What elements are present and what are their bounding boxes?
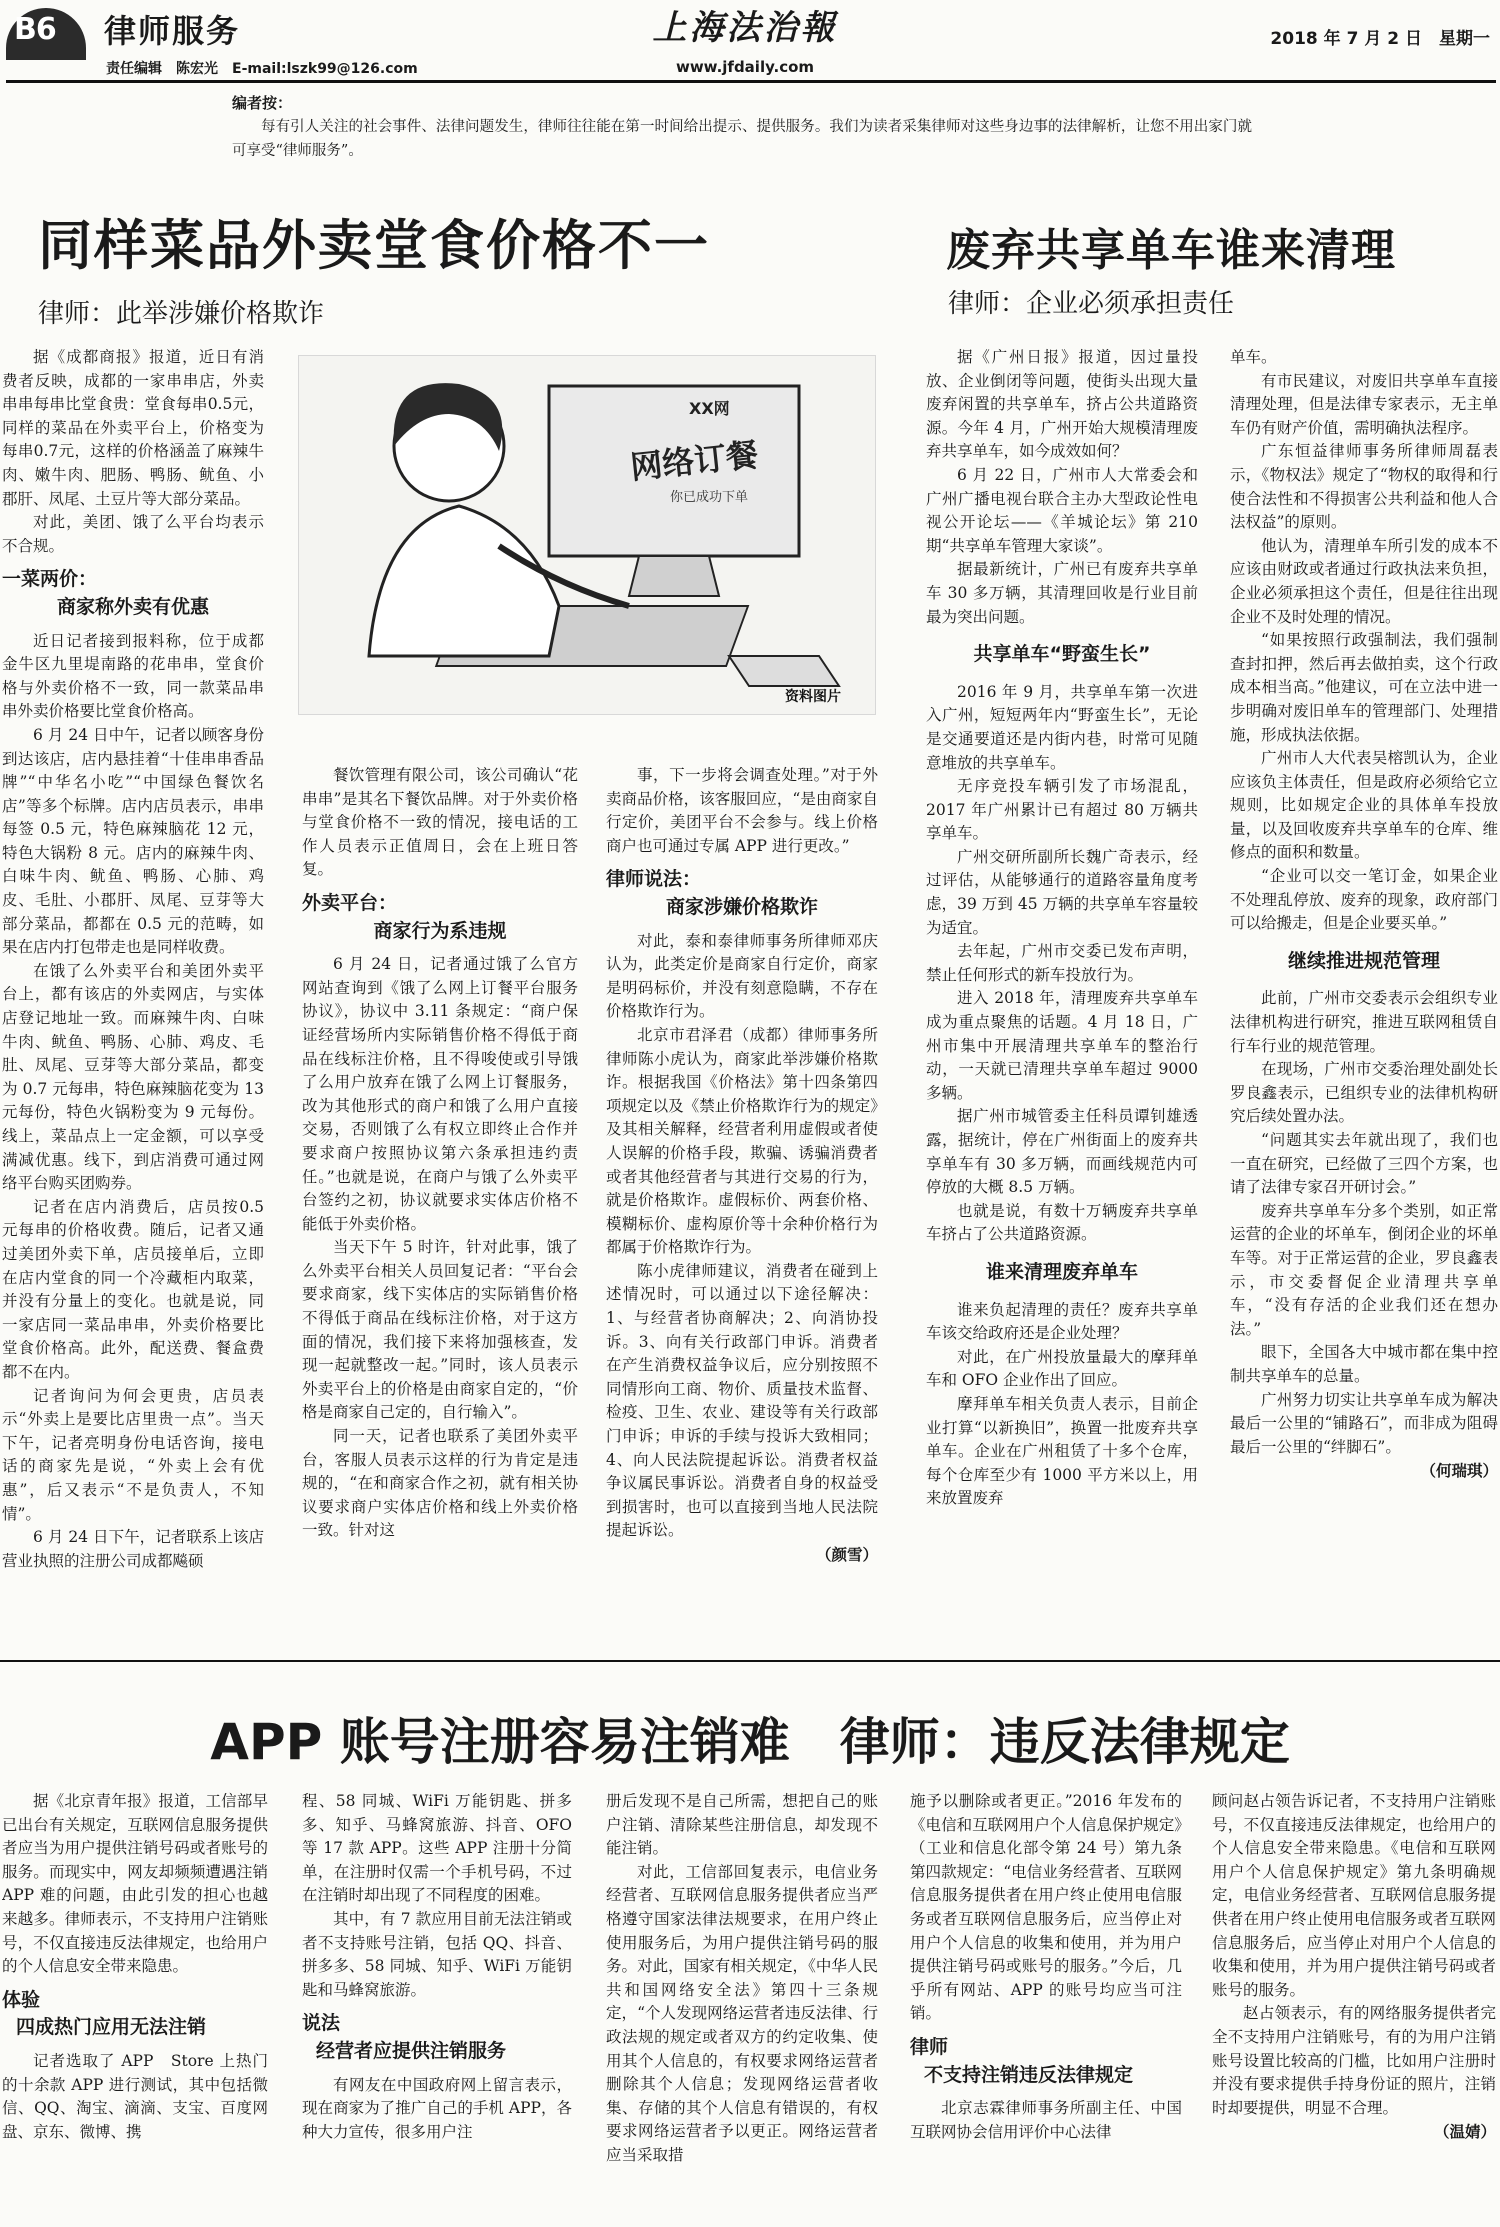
monitor-sign-main: 网络订餐 <box>628 435 760 487</box>
paragraph: 陈小虎律师建议，消费者在碰到上述情况时，可以通过以下途径解决：1、与经营者协商解决；2、向消协投诉。3、向有关行政部门申诉。消费者在产生消费权益争议后，应分别按照不同情形向工商、物价、质量技术监督、检疫、卫生、农业、建设等有关行政部门申诉；申诉的手续与投诉大致相同；4、向人民法院提起诉讼。消费者权益争议属民事诉讼。消费者自身的权益受到损害时，也可以直接到当地人民法院提起诉讼。 <box>606 1261 878 1540</box>
paragraph: 6 月 22 日，广州市人大常委会和广州广播电视台联合主办大型政论性电视公开论坛——《羊城论坛》第 210 期“共享单车管理大家谈”。 <box>926 465 1198 555</box>
paragraph: 据《北京青年报》报道，工信部早已出台有关规定，互联网信息服务提供者应当为用户提供注销号码或者账号的服务。而现实中，网友却频频遭遇注销 APP 难的问题，由此引发的担心也越来越多。律师表示，不支持用户注销账号，不仅直接违反法律规定，也给用户的个人信息安全带来隐患。 <box>2 1792 268 1976</box>
section-heading: 谁来清理废弃单车 <box>985 1260 1138 1283</box>
paragraph: 废弃共享单车分多个类别，如正常运营的企业的坏单车，倒闭企业的坏单车等。对于正常运营的企业，罗良鑫表示，市交委督促企业清理共享单车，“没有存活的企业我们还在想办法。” <box>1230 1201 1498 1338</box>
editor-note-text: 每有引人关注的社会事件、法律问题发生，律师往往能在第一时间给出提示、提供服务。我们为读者采集律师对这些身边事的法律解析，让您不用出家门就可享受“律师服务”。 <box>232 119 1252 159</box>
paragraph: 事，下一步将会调查处理。”对于外卖商品价格，该客服回应，“是由商家自行定价，美团平台不会参与。线上价格商户也可通过专属 APP 进行更改。” <box>606 766 878 855</box>
article3-col4 <box>910 1790 1182 2220</box>
paragraph: 他认为，清理单车所引发的成本不应该由财政或者通过行政执法来负担，企业必须承担这个责任，但是往往出现企业不及时处理的情况。 <box>1230 536 1498 626</box>
person-body <box>369 506 559 656</box>
paragraph: 也就是说，有数十万辆废弃共享单车挤占了公共道路资源。 <box>926 1201 1198 1244</box>
paragraph: 有市民建议，对废旧共享单车直接清理处理，但是法律专家表示，无主单车仍有财产价值，需明确执法程序。 <box>1230 371 1498 437</box>
paragraph: 摩拜单车相关负责人表示，目前企业打算“以新换旧”，换置一批废弃共享单车。企业在广州租赁了十多个仓库，每个仓库至少有 1000 平方米以上，用来放置废弃 <box>926 1394 1198 1508</box>
illustration-svg <box>299 356 875 714</box>
paragraph: “问题其实去年就出现了，我们也一直在研究，已经做了三四个方案，也请了法律专家召开研讨会。” <box>1230 1131 1498 1197</box>
paragraph: 近日记者接到报料称，位于成都金牛区九里堤南路的花串串，堂食价格与外卖价格不一致，同一款菜品串串外卖价格要比堂食价格高。 <box>2 631 264 721</box>
paragraph: 眼下，全国各大中城市都在集中控制共享单车的总量。 <box>1230 1343 1498 1385</box>
paragraph: 无序竞投车辆引发了市场混乱，2017 年广州累计已有超过 80 万辆共享单车。 <box>926 777 1198 843</box>
paragraph: 据广州市城管委主任科员谭钊雄透露，据统计，停在广州街面上的废弃共享单车有 30 多万辆，而画线规范内可停放的大概 8.5 万辆。 <box>926 1107 1198 1197</box>
section-kicker: 律师 <box>910 2035 949 2058</box>
paragraph: 记者选取了 APP Store 上热门的十余款 APP 进行测试，其中包括微信、QQ、淘宝、滴滴、支宝、百度网盘、京东、微博、携 <box>2 2051 268 2141</box>
article3-col3 <box>606 1790 878 2220</box>
editor-note <box>232 92 1252 163</box>
article3-col1 <box>2 1790 268 2220</box>
section-heading: 商家涉嫌价格欺诈 <box>665 895 818 918</box>
section-kicker: 律师说法： <box>606 868 702 891</box>
paragraph: 此前，广州市交委表示会组织专业法律机构进行研究，推进互联网租赁自行车行业的规范管理。 <box>1230 989 1498 1055</box>
paragraph: “企业可以交一笔订金，如果企业不处理乱停放、废弃的现象，政府部门可以给搬走，但是企业要买单。” <box>1230 867 1498 933</box>
paragraph: 广州交研所副所长魏广奇表示，经过评估，从能够通行的道路容量角度考虑，39 万到 45 万辆的共享单车容量较为适宜。 <box>926 847 1198 937</box>
article1-title: 同样菜品外卖堂食价格不一 <box>38 214 710 277</box>
paragraph: 单车。 <box>1230 348 1277 366</box>
editor-note-label: 编者按： <box>232 94 293 112</box>
paragraph: 记者询问为何会更贵，店员表示“外卖上是要比店里贵一点”。当天下午，记者亮明身份电话咨询，接电话的商家先是说，“外卖上会有优惠”，后又表示“不是负责人，不知情”。 <box>2 1386 264 1523</box>
paragraph: 据《广州日报》报道，因过量投放、企业倒闭等问题，使街头出现大量废弃闲置的共享单车，挤占公共道路资源。今年 4 月，广州开始大规模清理废弃共享单车，如今成效如何？ <box>926 348 1198 461</box>
section-heading: 经营者应提供注销服务 <box>316 2039 507 2062</box>
section-kicker: 一菜两价： <box>2 568 98 591</box>
paragraph: 施予以删除或者更正。”2016 年发布的《电信和互联网用户个人信息保护规定》（工业和信息化部令第 24 号）第九条第四款规定：“电信业务经营者、互联网信息服务提供者在用户终止使用电信服务或者互联网信息服务后，应当停止对用户个人信息的收集和使用，并为用户提供注销号码或账号的服务。”今后，几乎所有网站、APP 的账号均应当可注销。 <box>910 1792 1182 2023</box>
paragraph: 程、58 同城、WiFi 万能钥匙、拼多多、知乎、马蜂窝旅游、抖音、OFO 等 17 款 APP。这些 APP 注册十分简单，在注册时仅需一个手机号码，不过在注销时却出现了不同程度的困难。 <box>302 1792 572 1905</box>
byline: （温婧） <box>1433 2122 1496 2142</box>
section-heading: 商家行为系违规 <box>373 919 507 942</box>
paragraph: 在饿了么外卖平台和美团外卖平台上，都有该店的外卖网店，与实体店登记地址一致。而麻辣牛肉、白味牛肉、鱿鱼、鸭肠、心肺、鸡皮、毛肚、凤尾、豆芽等大部分菜品，都变为 0.7 元每串，特色麻辣脑花变为 13 元每份，特色火锅粉变为 9 元每份。线上，菜品点上一定金额，可以享受满减优惠。线下，到店消费可通过网络平台购买团购券。 <box>2 961 264 1193</box>
website: www.jfdaily.com <box>675 58 815 76</box>
section-heading: 商家称外卖有优惠 <box>56 595 209 618</box>
article3-col2 <box>302 1790 572 2220</box>
article3-col5 <box>1212 1790 1496 2220</box>
page-badge-label: B6 <box>14 12 56 47</box>
monitor-sign-top: XX网 <box>689 399 730 418</box>
section-heading: 四成热门应用无法注销 <box>16 2016 207 2039</box>
paragraph: 据最新统计，广州已有废弃共享单车 30 多万辆，其清理回收是行业目前最为突出问题。 <box>926 560 1198 626</box>
paragraph: 广州市人大代表吴榕凯认为，企业应该负主体责任，但是政府必须给它立规则，比如规定企业的具体单车投放量，以及回收废弃共享单车的仓库、维修点的面积和数量。 <box>1230 749 1498 862</box>
paragraph: 对此，工信部回复表示，电信业务经营者、互联网信息服务提供者应当严格遵守国家法律法规要求，在用户终止使用服务后，为用户提供注销号码的服务。对此，国家有相关规定，《中华人民共和国网络安全法》第四十三条规定，“个人发现网络运营者违反法律、行政法规的规定或者双方的约定收集、使用其个人信息的，有权要求网络运营者删除其个人信息；发现网络运营者收集、存储的其个人信息有错误的，有权要求网络运营者予以更正。网络运营者应当采取措 <box>606 1862 878 2164</box>
section-heading: 共享单车“野蛮生长” <box>973 643 1151 666</box>
paragraph: 广东恒益律师事务所律师周磊表示，《物权法》规定了“物权的取得和行使合法性和不得损害公共利益和他人合法权益”的原则。 <box>1230 442 1498 532</box>
paragraph: 对此，泰和泰律师事务所律师邓庆认为，此类定价是商家自行定价，商家是明码标价，并没有刻意隐瞒，不存在价格欺诈行为。 <box>606 931 878 1021</box>
issue-date: 2018 年 7 月 2 日 星期一 <box>1270 29 1490 49</box>
section-heading: 不支持注销违反法律规定 <box>924 2063 1134 2086</box>
section-heading: 继续推进规范管理 <box>1287 949 1440 972</box>
editor-info: 责任编辑 陈宏光 E-mail:lszk99@126.com <box>106 61 418 77</box>
section-kicker: 说法 <box>302 2012 341 2035</box>
paragraph: 广州努力切实让共享单车成为解决最后一公里的“铺路石”，而非成为阻碍最后一公里的“绊脚石”。 <box>1230 1390 1498 1456</box>
paragraph: 6 月 24 日，记者通过饿了么官方网站查询到《饿了么网上订餐平台服务协议》，协议中 3.11 条规定：“商户保证经营场所内实际销售价格不得低于商品在线标注价格，且不得唆使或引导饿了么用户放弃在饿了么网上订餐服务，改为其他形式的商户和饿了么用户直接交易，否则饿了么有权立即终止合作并要求商户按照协议第六条承担违约责任。”也就是说，在商户与饿了么外卖平台签约之初，协议就要求实体店价格不能低于外卖价格。 <box>302 955 578 1233</box>
paragraph: “如果按照行政强制法，我们强制查封扣押，然后再去做拍卖，这个行政成本相当高。”他建议，可在立法中进一步明确对废旧单车的管理部门、处理措施，形成执法依据。 <box>1230 631 1498 744</box>
paragraph: 进入 2018 年，清理废弃共享单车成为重点聚焦的话题。4 月 18 日，广州市集中开展清理共享单车的整治行动，一天就已清理共享单车超过 9000 多辆。 <box>926 989 1198 1102</box>
paragraph: 餐饮管理有限公司，该公司确认“花串串”是其名下餐饮品牌。对于外卖价格与堂食价格不一致的情况，接电话的工作人员表示正值周日，会在上班日答复。 <box>302 766 578 879</box>
article2-title: 废弃共享单车谁来清理 <box>946 225 1396 276</box>
page-header <box>0 0 1500 84</box>
article1-subtitle: 律师：此举涉嫌价格欺诈 <box>38 299 325 329</box>
paragraph: 谁来负起清理的责任？废弃共享单车该交给政府还是企业处理？ <box>926 1300 1198 1343</box>
section-kicker: 体验 <box>2 1988 41 2011</box>
paragraph: 册后发现不是自己所需，想把自己的账户注销、清除某些注册信息，却发现不能注销。 <box>606 1792 878 1858</box>
byline: （何瑞琪） <box>1420 1461 1498 1481</box>
paragraph: 对此，在广州投放量最大的摩拜单车和 OFO 企业作出了回应。 <box>926 1347 1198 1390</box>
paragraph: 去年起，广州市交委已发布声明，禁止任何形式的新车投放行为。 <box>926 942 1198 984</box>
paper-masthead: 上海法治報 <box>652 8 838 48</box>
paragraph: 在现场，广州市交委治理处副处长罗良鑫表示，已组织专业的法律机构研究后续处置办法。 <box>1230 1060 1498 1126</box>
paragraph: 赵占领表示，有的网络服务提供者完全不支持用户注销账号，有的为用户注销账号设置比较高的门槛，比如用户注册时并没有要求提供手持身份证的照片，注销时却要提供，明显不合理。 <box>1212 2004 1496 2117</box>
paragraph: 其中，有 7 款应用目前无法注销或者不支持账号注销，包括 QQ、抖音、拼多多、58 同城、知乎、WiFi 万能钥匙和马蜂窝旅游。 <box>302 1909 572 1999</box>
byline: （颜雪） <box>815 1545 878 1564</box>
article3-title: APP 账号注册容易注销难 律师：违反法律规定 <box>210 1713 1290 1771</box>
paragraph: 有网友在中国政府网上留言表示，现在商家为了推广自己的手机 APP，各种大力宣传，很多用户注 <box>302 2075 572 2141</box>
paragraph: 同一天，记者也联系了美团外卖平台，客服人员表示这样的行为肯定是违规的，“在和商家合作之初，就有相关协议要求商户实体店价格和线上外卖价格一致。针对这 <box>302 1427 578 1540</box>
section-kicker: 外卖平台： <box>302 891 398 914</box>
paragraph: 据《成都商报》报道，近日有消费者反映，成都的一家串串店，外卖串串每串比堂食贵：堂食每串0.5元，同样的菜品在外卖平台上，价格变为每串0.7元，这样的价格涵盖了麻辣牛肉、嫩牛肉、肥肠、鸭肠、鱿鱼、小郡肝、凤尾、土豆片等大部分菜品。 <box>2 348 264 508</box>
image-caption: 资料图片 <box>785 689 841 705</box>
paragraph: 当天下午 5 时许，针对此事，饿了么外卖平台相关人员回复记者：“平台会要求商家，线下实体店的实际销售价格不得低于商品在线标注价格，对于这方面的情况，我们接下来将加强核查，发现一起就整改一起。”同时，该人员表示外卖平台上的价格是由商家自定的，“价格是商家自己定的，自行输入”。 <box>302 1238 578 1422</box>
section-title: 律师服务 <box>104 12 241 50</box>
paragraph: 6 月 24 日中午，记者以顾客身份到达该店，店内悬挂着“十佳串串香品牌”“中华名小吃”“中国绿色餐饮名店”等多个标牌。店内店员表示，串串每签 0.5 元，特色麻辣脑花 12 元，特色大锅粉 8 元。店内的麻辣牛肉、白味牛肉、鱿鱼、鸭肠、心肺、鸡皮、毛肚、小郡肝、凤尾、豆芽等大部分菜品，都都在 0.5 元的范畴，如果在店内打包带走也是同样收费。 <box>2 725 264 957</box>
paragraph: 对此，美团、饿了么平台均表示不合规。 <box>2 513 264 555</box>
monitor-stand <box>629 556 719 596</box>
paragraph: 北京志霖律师事务所副主任、中国互联网协会信用评价中心法律 <box>910 2099 1182 2141</box>
article1-illustration <box>298 355 876 715</box>
paragraph: 顾问赵占领告诉记者，不支持用户注销账号，不仅直接违反法律规定，也给用户的个人信息安全带来隐患。《电信和互联网用户个人信息保护规定》第九条明确规定，电信业务经营者、互联网信息服务提供者在用户终止使用电信服务或者互联网信息服务后，应当停止对用户个人信息的收集和使用，并为用户提供注销号码或者账号的服务。 <box>1212 1792 1496 1999</box>
paragraph: 北京市君泽君（成都）律师事务所律师陈小虎认为，商家此举涉嫌价格欺诈。根据我国《价格法》第十四条第四项规定以及《禁止价格欺诈行为的规定》及其相关解释，经营者利用虚假或者使人误解的价格手段，欺骗、诱骗消费者或者其他经营者与其进行交易的行为，就是价格欺诈。虚假标价、两套价格、模糊标价、虚构原价等十余种价格行为都属于价格欺诈行为。 <box>606 1025 878 1257</box>
paragraph: 2016 年 9 月，共享单车第一次进入广州，短短两年内“野蛮生长”，无论是交通要道还是内街内巷，时常可见随意堆放的共享单车。 <box>926 682 1198 772</box>
article2-subtitle: 律师：企业必须承担责任 <box>948 289 1235 319</box>
section-divider <box>0 1660 1500 1662</box>
paragraph: 6 月 24 日下午，记者联系上该店营业执照的注册公司成都飚硕 <box>2 1528 264 1570</box>
tag-shape <box>729 656 839 686</box>
header-rule <box>6 80 1496 83</box>
paragraph: 记者在店内消费后，店员按0.5 元每串的价格收费。随后，记者又通过美团外卖下单，店员接单后，立即在店内堂食的同一个冷藏柜内取菜，并没有分量上的变化。也就是说，同一家店同一菜品串串，外卖价格要比堂食价格高。此外，配送费、餐盒费都不在内。 <box>2 1197 264 1381</box>
monitor-sign-sub: 你已成功下单 <box>669 490 748 505</box>
